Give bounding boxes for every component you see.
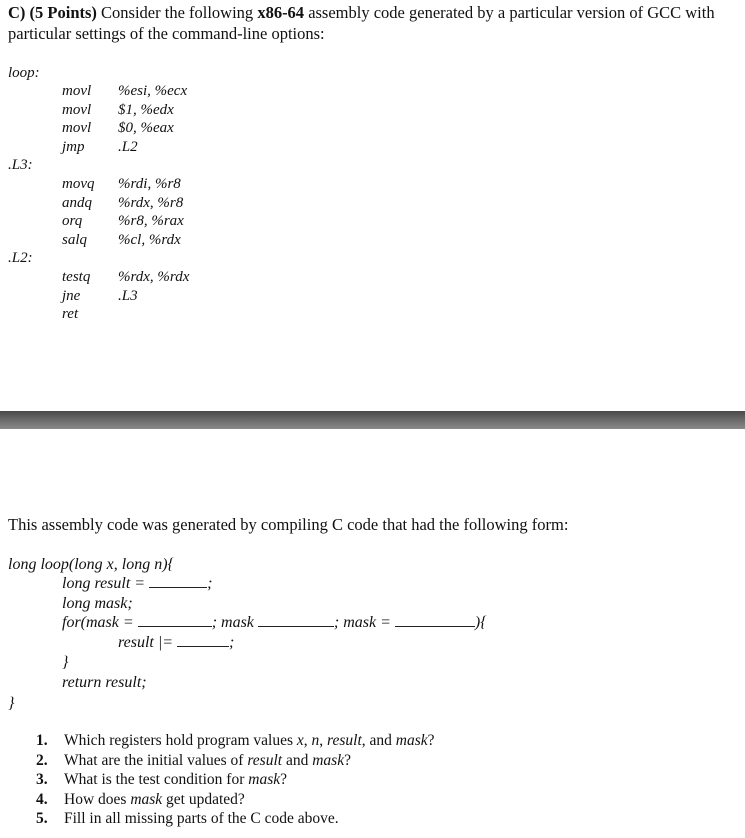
asm-line: orq %r8, %rax [62, 213, 184, 229]
question-header [8, 2, 715, 44]
asm-line: movl $1, %edx [62, 101, 174, 118]
c-body-line: result |= ; [118, 634, 235, 651]
list-item: 5. Fill in all missing parts of the C code above. [36, 810, 339, 827]
asm-line: ret [62, 306, 79, 322]
asm-line: jmp .L2 [62, 138, 138, 155]
asm-line: salq %cl, %rdx [62, 231, 181, 248]
page-divider [0, 411, 745, 429]
asm-line: jne .L3 [62, 287, 138, 304]
label-l3: .L3: [8, 157, 33, 173]
c-close-outer: } [8, 695, 15, 712]
list-item: 3. What is the test condition for mask? [36, 771, 287, 788]
c-signature: long loop(long x, long n){ [8, 556, 174, 573]
blank-body-expr[interactable] [177, 633, 229, 647]
asm-line: movq %rdi, %r8 [62, 176, 181, 192]
question-list [36, 731, 435, 829]
c-return: return result; [62, 674, 147, 691]
c-result-decl: long result = ; [62, 575, 213, 592]
question-text-3: particular settings of the command-line options: [8, 24, 325, 43]
label-l2: .L2: [8, 250, 33, 266]
c-close-inner: } [62, 654, 69, 671]
asm-block-2 [62, 175, 184, 249]
asm-line: movl %esi, %ecx [62, 83, 188, 99]
c-code-intro: This assembly code was generated by compiling C code that had the following form: [8, 515, 569, 534]
question-text-1: Consider the following [96, 3, 258, 22]
asm-line: movl $0, %eax [62, 120, 174, 136]
blank-mask-update[interactable] [395, 613, 475, 627]
arch-label: x86-64 [257, 3, 305, 22]
question-text-2: assembly code generated by a particular version of GCC with [304, 3, 715, 22]
blank-result-init[interactable] [149, 574, 207, 588]
asm-block-3 [62, 268, 189, 324]
list-item: 1. Which registers hold program values x, n, result, and mask? [36, 732, 435, 749]
blank-mask-cond[interactable] [258, 613, 334, 627]
asm-line: andq %rdx, %r8 [62, 194, 184, 211]
blank-mask-init[interactable] [138, 613, 212, 627]
label-loop: loop: [8, 65, 40, 81]
asm-block-1 [62, 82, 187, 156]
question-prefix: C) (5 Points) [8, 3, 97, 22]
c-for-line: for(mask = ; mask ; mask = ){ [62, 614, 487, 631]
list-item: 4. How does mask get updated? [36, 790, 245, 808]
list-item: 2. What are the initial values of result and mask? [36, 751, 351, 769]
asm-line: testq %rdx, %rdx [62, 269, 190, 285]
c-mask-decl: long mask; [62, 595, 133, 612]
